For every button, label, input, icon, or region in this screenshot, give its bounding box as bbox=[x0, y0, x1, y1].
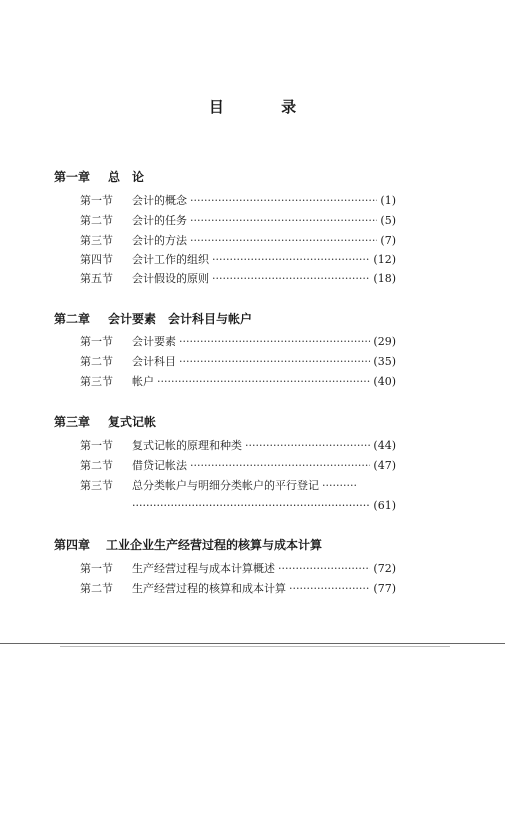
chapter-heading bbox=[54, 310, 252, 327]
page-number: (47) bbox=[373, 459, 396, 472]
section-number: 第二节 bbox=[80, 582, 113, 595]
section-number: 第一节 bbox=[80, 194, 113, 207]
toc-entry-continuation bbox=[132, 497, 396, 515]
dot-leader bbox=[245, 437, 370, 455]
section-title: 会计假设的原则 bbox=[132, 272, 209, 285]
section-title: 生产经营过程的核算和成本计算 bbox=[132, 582, 286, 595]
chapter-number: 第四章 bbox=[54, 538, 91, 552]
section-title: 会计工作的组织 bbox=[132, 253, 209, 266]
dot-leader bbox=[322, 477, 358, 495]
dot-leader bbox=[157, 373, 370, 391]
section-number: 第二节 bbox=[80, 355, 113, 368]
chapter-title: 会计要素 会计科目与帐户 bbox=[108, 312, 253, 326]
section-number: 第一节 bbox=[80, 562, 113, 575]
dot-leader bbox=[179, 333, 370, 351]
page-number: (44) bbox=[373, 439, 396, 452]
chapter-number: 第三章 bbox=[54, 415, 91, 429]
toc-entry bbox=[80, 232, 396, 250]
section-title: 会计的任务 bbox=[132, 214, 187, 227]
page-title: 目 录 bbox=[208, 98, 323, 116]
chapter-title: 工业企业生产经营过程的核算与成本计算 bbox=[106, 538, 323, 552]
page-number: (72) bbox=[373, 562, 396, 575]
toc-entry bbox=[80, 477, 396, 495]
section-title: 会计的概念 bbox=[132, 194, 187, 207]
dot-leader bbox=[289, 580, 370, 598]
toc-entry bbox=[80, 251, 396, 269]
section-title: 会计的方法 bbox=[132, 234, 187, 247]
page-number: (77) bbox=[373, 582, 396, 595]
toc-entry bbox=[80, 580, 396, 598]
chapter-title: 总 论 bbox=[108, 170, 145, 184]
toc-entry bbox=[80, 373, 396, 391]
chapter-title: 复式记帐 bbox=[108, 415, 157, 429]
section-number: 第三节 bbox=[80, 234, 113, 247]
chapter-heading bbox=[54, 413, 156, 430]
scan-divider-line-faint bbox=[60, 646, 450, 647]
toc-entry bbox=[80, 560, 396, 578]
page-number: (1) bbox=[380, 194, 396, 207]
toc-entry bbox=[80, 192, 396, 210]
dot-leader bbox=[190, 457, 370, 475]
chapter-number: 第一章 bbox=[54, 170, 91, 184]
section-title: 会计科目 bbox=[132, 355, 176, 368]
toc-entry bbox=[80, 457, 396, 475]
section-title: 复式记帐的原理和种类 bbox=[132, 439, 242, 452]
chapter-heading bbox=[54, 168, 144, 185]
chapter-number: 第二章 bbox=[54, 312, 91, 326]
section-number: 第二节 bbox=[80, 459, 113, 472]
section-title: 借贷记帐法 bbox=[132, 459, 187, 472]
page-number: (29) bbox=[373, 335, 396, 348]
toc-entry bbox=[80, 353, 396, 371]
page-number: (35) bbox=[373, 355, 396, 368]
dot-leader bbox=[190, 192, 377, 210]
page-number: (18) bbox=[373, 272, 396, 285]
dot-leader bbox=[212, 270, 370, 288]
section-number: 第五节 bbox=[80, 272, 113, 285]
section-number: 第一节 bbox=[80, 335, 113, 348]
dot-leader bbox=[132, 497, 370, 515]
page-number: (7) bbox=[380, 234, 396, 247]
section-number: 第三节 bbox=[80, 479, 113, 492]
dot-leader bbox=[190, 232, 377, 250]
dot-leader bbox=[190, 212, 377, 230]
section-title: 生产经营过程与成本计算概述 bbox=[132, 562, 275, 575]
dot-leader bbox=[278, 560, 370, 578]
page-number: (40) bbox=[373, 375, 396, 388]
page-number: (61) bbox=[373, 499, 396, 512]
section-number: 第二节 bbox=[80, 214, 113, 227]
section-title: 总分类帐户与明细分类帐户的平行登记 bbox=[132, 479, 319, 492]
scan-divider-line bbox=[0, 643, 505, 644]
dot-leader bbox=[179, 353, 370, 371]
toc-entry bbox=[80, 212, 396, 230]
section-number: 第三节 bbox=[80, 375, 113, 388]
section-title: 帐户 bbox=[132, 375, 154, 388]
dot-leader bbox=[212, 251, 370, 269]
toc-entry bbox=[80, 437, 396, 455]
page-number: (12) bbox=[373, 253, 396, 266]
page-number: (5) bbox=[380, 214, 396, 227]
toc-entry bbox=[80, 270, 396, 288]
section-number: 第一节 bbox=[80, 439, 113, 452]
chapter-heading bbox=[54, 536, 322, 553]
toc-entry bbox=[80, 333, 396, 351]
section-number: 第四节 bbox=[80, 253, 113, 266]
section-title: 会计要素 bbox=[132, 335, 176, 348]
